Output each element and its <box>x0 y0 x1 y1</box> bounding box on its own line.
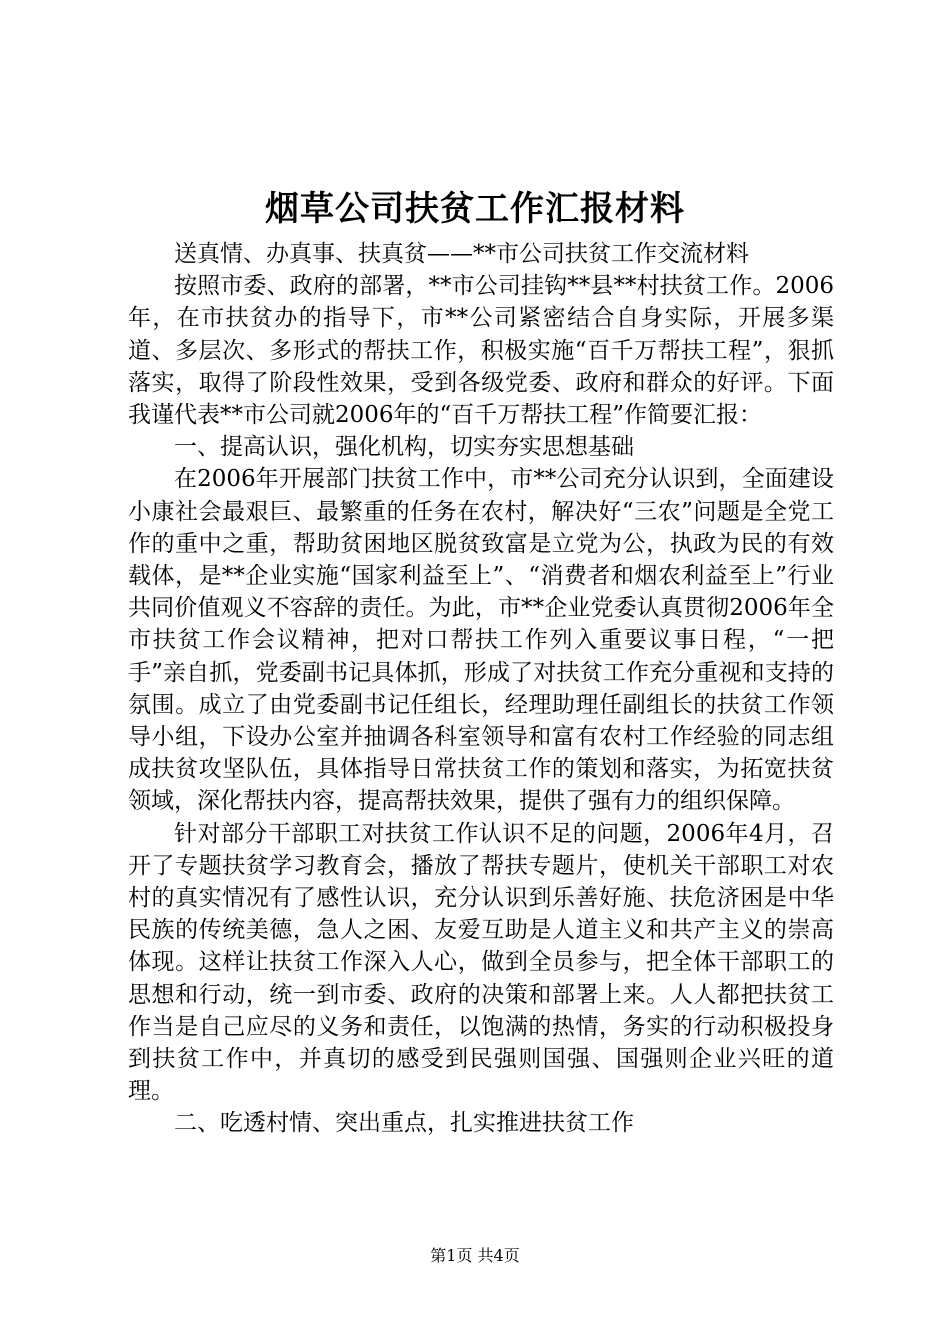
document-title: 烟草公司扶贫工作汇报材料 <box>265 189 685 229</box>
subtitle-paragraph: 送真情、办真事、扶真贫——**市公司扶贫工作交流材料 <box>174 241 749 267</box>
body-paragraph: 针对部分干部职工对扶贫工作认识不足的问题，2006年4月，召开了专题扶贫学习教育会，播放了帮扶专题片，使机关干部职工对农村的真实情况有了感性认识，充分认识到乐善好施、扶危济困是中华民族的传统美德，急人之困、友爱互助是人道主义和共产主义的崇高体现。这样让扶贫工作深入人心，做到全员参与，把全体干部职工的思想和行动，统一到市委、政府的决策和部署上来。人人都把扶贫工作当是自己应尽的义务和责任，以饱满的热情，务实的行动积极投身到扶贫工作中，并真切的感受到民强则国强、国强则企业兴旺的道理。 <box>128 820 834 1105</box>
body-paragraph: 在2006年开展部门扶贫工作中，市**公司充分认识到，全面建设小康社会最艰巨、最繁重的任务在农村，解决好“三农”问题是全党工作的重中之重，帮助贫困地区脱贫致富是立党为公，执政为民的有效载体，是**企业实施“国家利益至上”、“消费者和烟农利益至上”行业共同价值观义不容辞的责任。为此，市**企业党委认真贯彻2006年全市扶贫工作会议精神，把对口帮扶工作列入重要议事日程，“一把手”亲自抓，党委副书记具体抓，形成了对扶贫工作充分重视和支持的氛围。成立了由党委副书记任组长，经理助理任副组长的扶贫工作领导小组，下设办公室并抽调各科室领导和富有农村工作经验的同志组成扶贫攻坚队伍，具体指导日常扶贫工作的策划和落实，为拓宽扶贫领域，深化帮扶内容，提高帮扶效果，提供了强有力的组织保障。 <box>128 466 834 815</box>
document-body <box>128 238 834 1140</box>
section-heading-2: 二、吃透村情、突出重点，扎实推进扶贫工作 <box>174 1110 634 1137</box>
page-number-footer: 第1页 共4页 <box>430 1246 520 1265</box>
section-heading-1: 一、提高认识，强化机构，切实夯实思想基础 <box>174 434 634 461</box>
intro-paragraph: 按照市委、政府的部署，**市公司挂钩**县**村扶贫工作。2006年，在市扶贫办的指导下，市**公司紧密结合自身实际，开展多渠道、多层次、多形式的帮扶工作，积极实施“百千万帮扶工程”，狠抓落实，取得了阶段性效果，受到各级党委、政府和群众的好评。下面我谨代表**市公司就2006年的“百千万帮扶工程”作简要汇报： <box>128 273 834 429</box>
